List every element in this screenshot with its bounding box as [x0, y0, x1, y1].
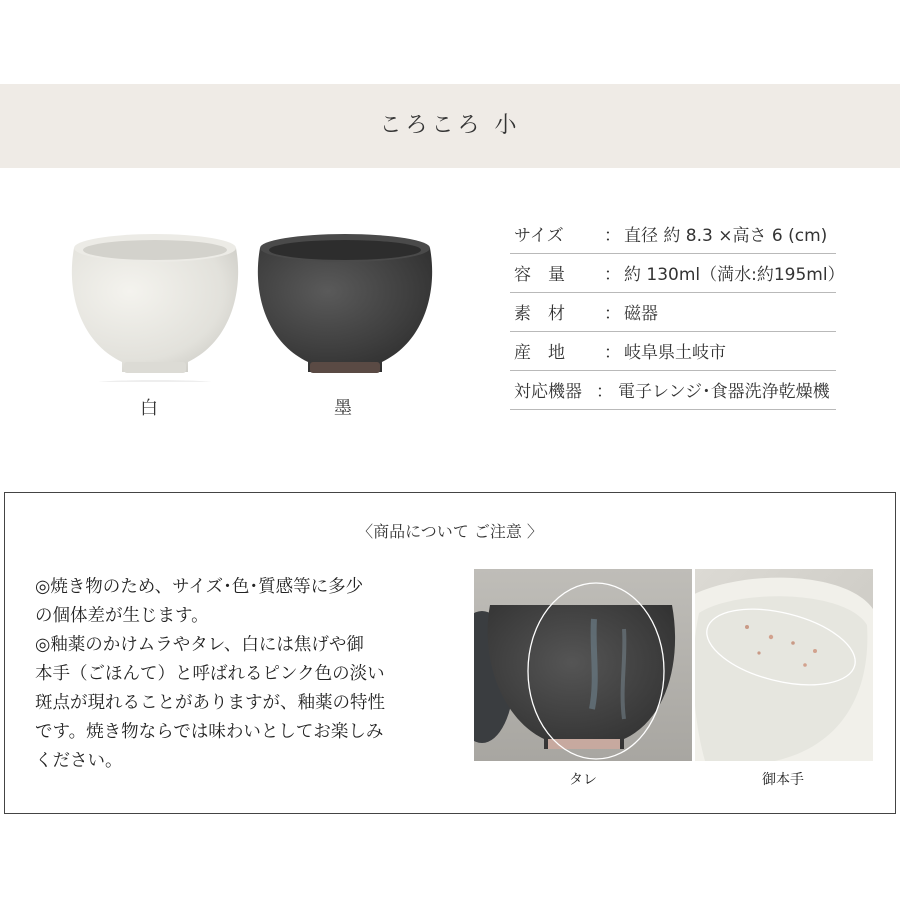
drip-caption: タレ: [569, 772, 597, 788]
notice-title: 〈商品について ご注意 〉: [357, 522, 543, 541]
gohonte-caption: 御本手: [762, 772, 804, 788]
spec-separator: ：: [604, 304, 621, 324]
black-color-label: 墨: [334, 398, 352, 419]
spec-key: 対応機器: [514, 382, 582, 402]
spec-value: 直径 約 8.3 ×高さ 6 (cm): [624, 226, 828, 246]
spec-value: 電子レンジ･食器洗浄乾燥機: [618, 382, 830, 402]
notice-text-line: ください。: [35, 751, 123, 771]
notice-text-line: 斑点が現れることがありますが、釉薬の特性: [35, 693, 385, 713]
spec-key: 容 量: [514, 265, 565, 285]
black-bowl-image: [250, 222, 440, 382]
page-title: ころころ 小: [379, 113, 521, 138]
spec-row-size: [510, 215, 836, 254]
white-bowl-image: [60, 222, 250, 382]
spec-value: 磁器: [624, 304, 658, 324]
spec-row-material: [510, 293, 836, 332]
notice-text-line: です。焼き物ならでは味わいとしてお楽しみ: [35, 722, 384, 742]
spec-row-capacity: [510, 254, 845, 293]
title-banner: [0, 84, 900, 168]
spec-separator: ：: [604, 343, 621, 363]
spec-separator: ：: [596, 382, 613, 402]
spec-row-compatible: [510, 371, 836, 410]
spec-key: 産 地: [514, 343, 565, 363]
white-color-label: 白: [140, 398, 158, 419]
notice-box: [4, 492, 896, 814]
notice-text-line: ◎焼き物のため、サイズ･色･質感等に多少: [35, 577, 364, 597]
notice-text-line: の個体差が生じます。: [35, 606, 209, 626]
spec-key: 素 材: [514, 304, 565, 324]
spec-separator: ：: [604, 226, 621, 246]
spec-value: 岐阜県土岐市: [624, 343, 726, 363]
drip-example-photo: [474, 569, 692, 761]
notice-text-line: 本手（ごほんて）と呼ばれるピンク色の淡い: [35, 664, 385, 684]
spec-row-origin: [510, 332, 836, 371]
spec-key: サイズ: [514, 226, 564, 246]
gohonte-example-photo: [695, 569, 873, 761]
spec-value: 約 130ml（満水:約195ml）: [624, 265, 845, 285]
spec-separator: ：: [604, 265, 621, 285]
notice-text-line: ◎釉薬のかけムラやタレ、白には焦げや御: [35, 635, 364, 655]
